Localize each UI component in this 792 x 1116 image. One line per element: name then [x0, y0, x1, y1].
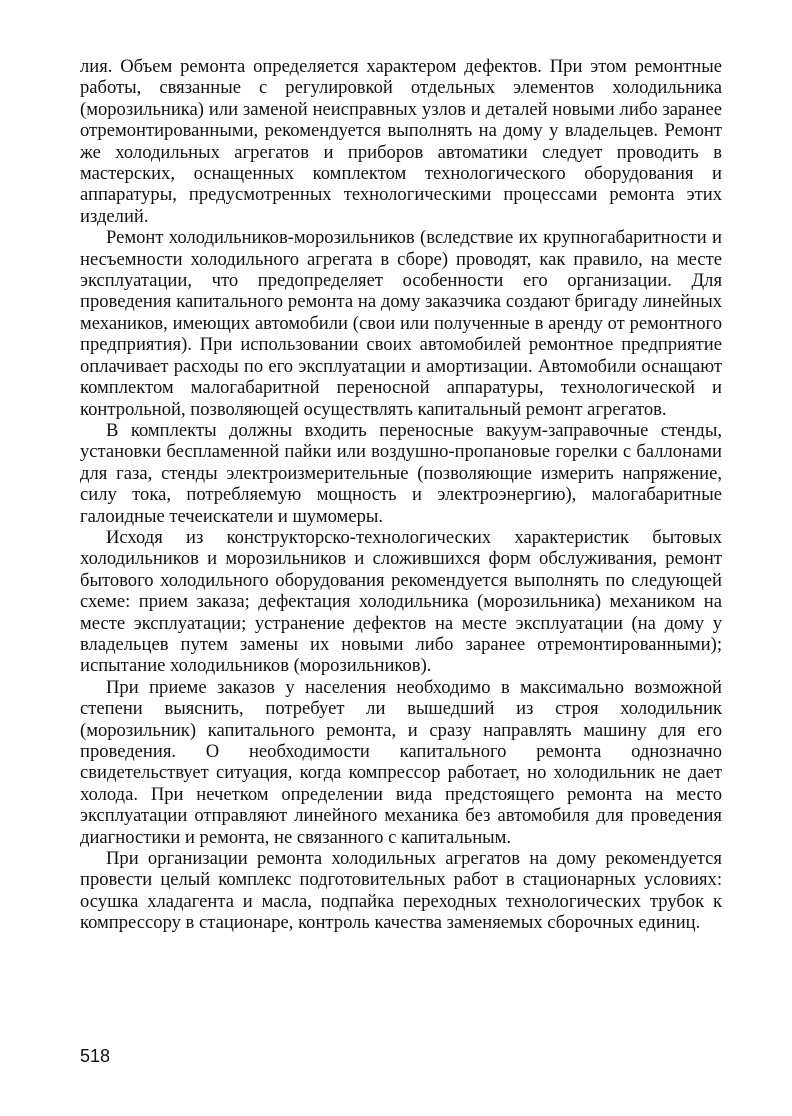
paragraph-1: лия. Объем ремонта определяется характером дефектов. При этом ремонтные работы, связанные с регулировкой отдельных элементов холодильника (морозильника) или заменой неисправных узлов и деталей новыми либо заранее отремонтированными, рекомендуется выполнять на дому у владельцев. Ремонт же холодильных агрегатов и приборов автоматики следует проводить в мастерских, оснащенных комплектом технологического оборудования и аппаратуры, предусмотренных технологическими процессами ремонта этих изделий.	[80, 56, 722, 227]
paragraph-2: Ремонт холодильников-морозильников (вследствие их крупногабаритности и несъемности холодильного агрегата в сборе) проводят, как правило, на месте эксплуатации, что предопределяет особенности его организации. Для проведения капитального ремонта на дому заказчика создают бригаду линейных механиков, имеющих автомобили (свои или полученные в аренду от ремонтного предприятия). При использовании своих автомобилей ремонтное предприятие оплачивает расходы по его эксплуатации и амортизации. Автомобили оснащают комплектом малогабаритной переносной аппаратуры, технологической и контрольной, позволяющей осуществлять капитальный ремонт агрегатов.	[80, 227, 722, 420]
page-number: 518	[80, 1046, 111, 1066]
paragraph-3: В комплекты должны входить переносные вакуум-заправочные стенды, установки беспламенной пайки или воздушно-пропановые горелки с баллонами для газа, стенды электроизмерительные (позволяющие измерить напряжение, силу тока, потребляемую мощность и электроэнергию), малогабаритные галоидные течеискатели и шумомеры.	[80, 419, 722, 527]
paragraph-4: Исходя из конструкторско-технологических характеристик бытовых холодильников и морозильников и сложившихся форм обслуживания, ремонт бытового холодильного оборудования рекомендуется выполнять по следующей схеме: прием заказа; дефектация холодильника (морозильника) механиком на месте эксплуатации; устранение дефектов на месте эксплуатации (на дому у владельцев путем замены их новыми либо заранее отремонтированными); испытание холодильников (морозильников).	[80, 526, 722, 677]
page-body	[80, 56, 722, 934]
paragraph-5: При приеме заказов у населения необходимо в максимально возможной степени выяснить, потребует ли вышедший из строя холодильник (морозильник) капитального ремонта, и сразу направлять машину для его проведения. О необходимости капитального ремонта однозначно свидетельствует ситуация, когда компрессор работает, но холодильник не дает холода. При нечетком определении вида предстоящего ремонта на место эксплуатации отправляют линейного механика без автомобиля для проведения диагностики и ремонта, не связанного с капитальным.	[80, 676, 722, 848]
paragraph-6: При организации ремонта холодильных агрегатов на дому рекомендуется провести целый комплекс подготовительных работ в стационарных условиях: осушка хладагента и масла, подпайка переходных технологических трубок к компрессору в стационаре, контроль качества заменяемых сборочных единиц.	[80, 848, 722, 934]
